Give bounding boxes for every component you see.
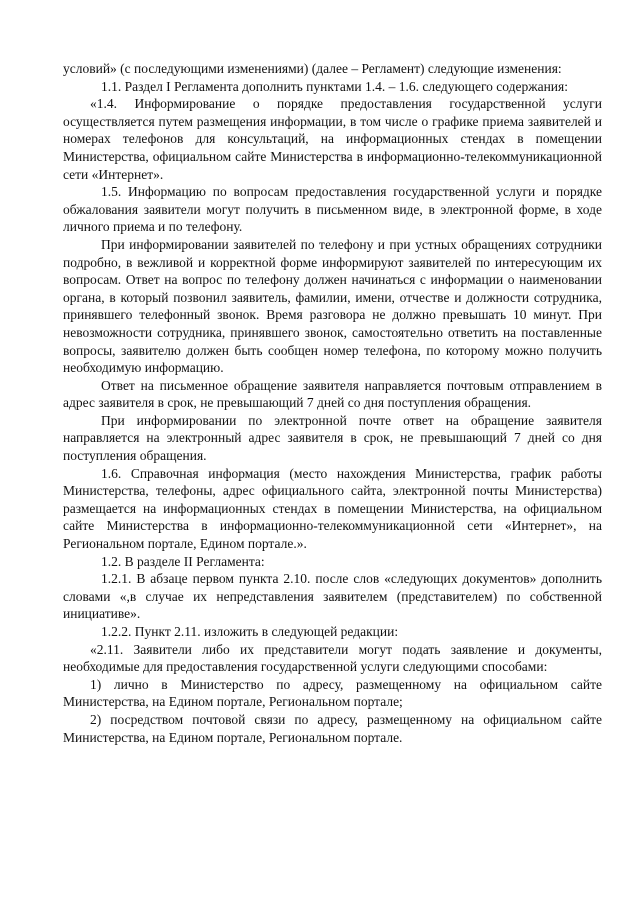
list-item-1: 1) лично в Министерство по адресу, размещенному на официальном сайте Министерства, на Едином портале, Региональном портале; (63, 676, 602, 710)
paragraph-1-2: 1.2. В разделе II Регламента: (101, 553, 265, 569)
paragraph-1-6: 1.6. Справочная информация (место нахождения Министерства, график работы Министерства, телефоны, адрес официального сайта, электронной почты Министерства) размещается на информационных стендах в помещении Министерства, на официальном сайте Министерства в информационно-телекоммуникационной сети «Интернет», на Региональном портале, Едином портале.». (63, 465, 602, 552)
paragraph-1-1: 1.1. Раздел I Регламента дополнить пунктами 1.4. – 1.6. следующего содержания: (101, 78, 568, 94)
paragraph-2-11: «2.11. Заявители либо их представители могут подать заявление и документы, необходимые для предоставления государственной услуги следующими способами: (63, 641, 602, 675)
paragraph-1-2-2: 1.2.2. Пункт 2.11. изложить в следующей редакции: (101, 624, 399, 639)
paragraph-email-reply: При информировании по электронной почте ответ на обращение заявителя направляется на электронный адрес заявителя в срок, не превышающий 7 дней со дня поступления обращения. (63, 412, 602, 464)
paragraph-1-2-1: 1.2.1. В абзаце первом пункта 2.10. после слов «следующих документов» дополнить словами «,в случае их непредставления заявителем (представителем) по собственной инициативе». (63, 571, 602, 622)
paragraph-1-5: 1.5. Информацию по вопросам предоставления государственной услуги и порядке обжалования заявители могут получить в письменном виде, в электронной форме, в ходе личного приема и по телефону. (63, 184, 602, 235)
paragraph-1-4: «1.4. Информирование о порядке предоставления государственной услуги осуществляется путем размещения информации, в том числе о графике приема заявителей и номерах телефонов для консультаций, на информационных стендах в помещении Министерства, официальном сайте Министерства в информационно-телекоммуникационной сети «Интернет». (63, 96, 602, 182)
paragraph-intro: условий» (с последующими изменениями) (далее – Регламент) следующие изменения: (63, 61, 562, 76)
paragraph-written-reply: Ответ на письменное обращение заявителя направляется почтовым отправлением в адрес заявителя в срок, не превышающий 7 дней со дня поступления обращения. (63, 377, 602, 411)
list-item-2: 2) посредством почтовой связи по адресу, размещенному на официальном сайте Министерства, на Едином портале, Региональном портале. (63, 711, 602, 745)
paragraph-phone-info: При информировании заявителей по телефону и при устных обращениях сотрудники подробно, в вежливой и корректной форме информируют заявителей по интересующим их вопросам. Ответ на вопрос по телефону должен начинаться с информации о наименовании органа, в который позвонил заявитель, фамилии, имени, отчестве и должности сотрудника, принявшего телефонный звонок. Время разговора не должно превышать 10 минут. При невозможности сотрудника, принявшего звонок, самостоятельно ответить на поставленные вопросы, заявителю должен быть сообщен номер телефона, по которому можно получить необходимую информацию. (63, 236, 602, 376)
